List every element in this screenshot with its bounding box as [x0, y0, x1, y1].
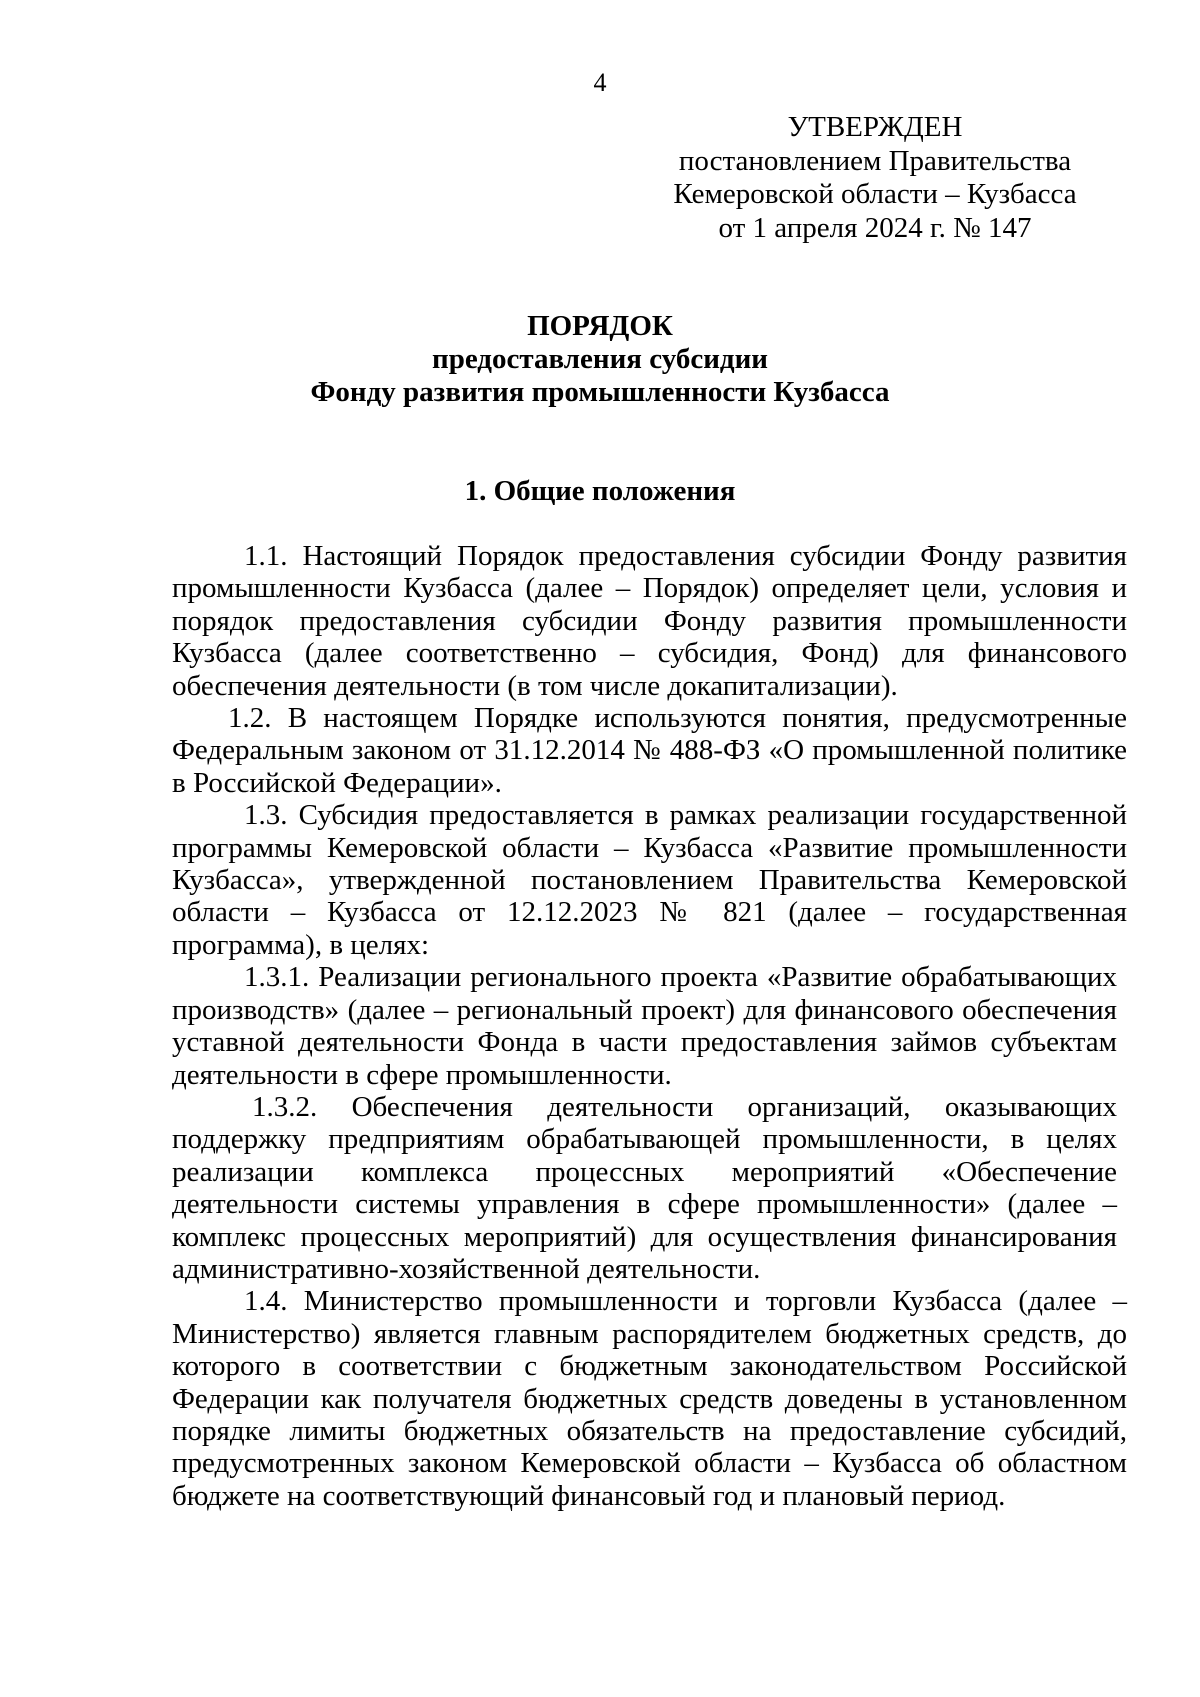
- section-heading: 1. Общие положения: [464, 475, 736, 507]
- paragraph-1-3: 1.3. Субсидия предоставляется в рамках реализации государственной программы Кемеровской области – Кузбасса «Развитие промышленности Кузбасса», утвержденной постановлением Правительства Кемеровской области – Кузбасса от 12.12.2023 № 821 (далее – государственная программа), в целях:: [172, 799, 1127, 961]
- approval-line-resolution: постановлением Правительства: [678, 144, 1072, 177]
- paragraph-1-4: 1.4. Министерство промышленности и торговли Кузбасса (далее – Министерство) является главным распорядителем бюджетных средств, до которого в соответствии с бюджетным законодательством Российской Федерации как получателя бюджетных средств доведены в установленном порядке лимиты бюджетных обязательств на предоставление субсидий, предусмотренных законом Кемеровской области – Кузбасса об областном бюджете на соответствующий финансовый год и плановый период.: [172, 1285, 1127, 1512]
- document-title-recipient: Фонду развития промышленности Кузбасса: [310, 376, 890, 408]
- document-title-subtitle: предоставления субсидии: [431, 343, 769, 375]
- document-body: [172, 540, 1127, 1512]
- approval-line-date-number: от 1 апреля 2024 г. № 147: [718, 211, 1032, 244]
- page-number: 4: [593, 68, 607, 97]
- document-title-main: ПОРЯДОК: [527, 310, 673, 342]
- document-title: [0, 310, 1200, 409]
- paragraph-1-2: 1.2. В настоящем Порядке используются понятия, предусмотренные Федеральным законом от 31.12.2014 № 488-ФЗ «О промышленной политике в Российской Федерации».: [172, 702, 1127, 799]
- paragraph-1-3-2: 1.3.2. Обеспечения деятельности организаций, оказывающих поддержку предприятиям обрабатывающей промышленности, в целях реализации комплекса процессных мероприятий «Обеспечение деятельности системы управления в сфере промышленности» (далее – комплекс процессных мероприятий) для осуществления финансирования административно-хозяйственной деятельности.: [172, 1090, 1117, 1285]
- approval-line-region: Кемеровской области – Кузбасса: [673, 178, 1077, 210]
- approval-stamp-block: [620, 111, 1130, 245]
- paragraph-1-1: 1.1. Настоящий Порядок предоставления субсидии Фонду развития промышленности Кузбасса (далее – Порядок) определяет цели, условия и порядок предоставления субсидии Фонду развития промышленности Кузбасса (далее соответственно – субсидия, Фонд) для финансового обеспечения деятельности (в том числе докапитализации).: [172, 540, 1127, 702]
- approval-line-approved: УТВЕРЖДЕН: [787, 111, 963, 143]
- paragraph-1-3-1: 1.3.1. Реализации регионального проекта «Развитие обрабатывающих производств» (далее – региональный проект) для финансового обеспечения уставной деятельности Фонда в части предоставления займов субъектам деятельности в сфере промышленности.: [172, 961, 1117, 1091]
